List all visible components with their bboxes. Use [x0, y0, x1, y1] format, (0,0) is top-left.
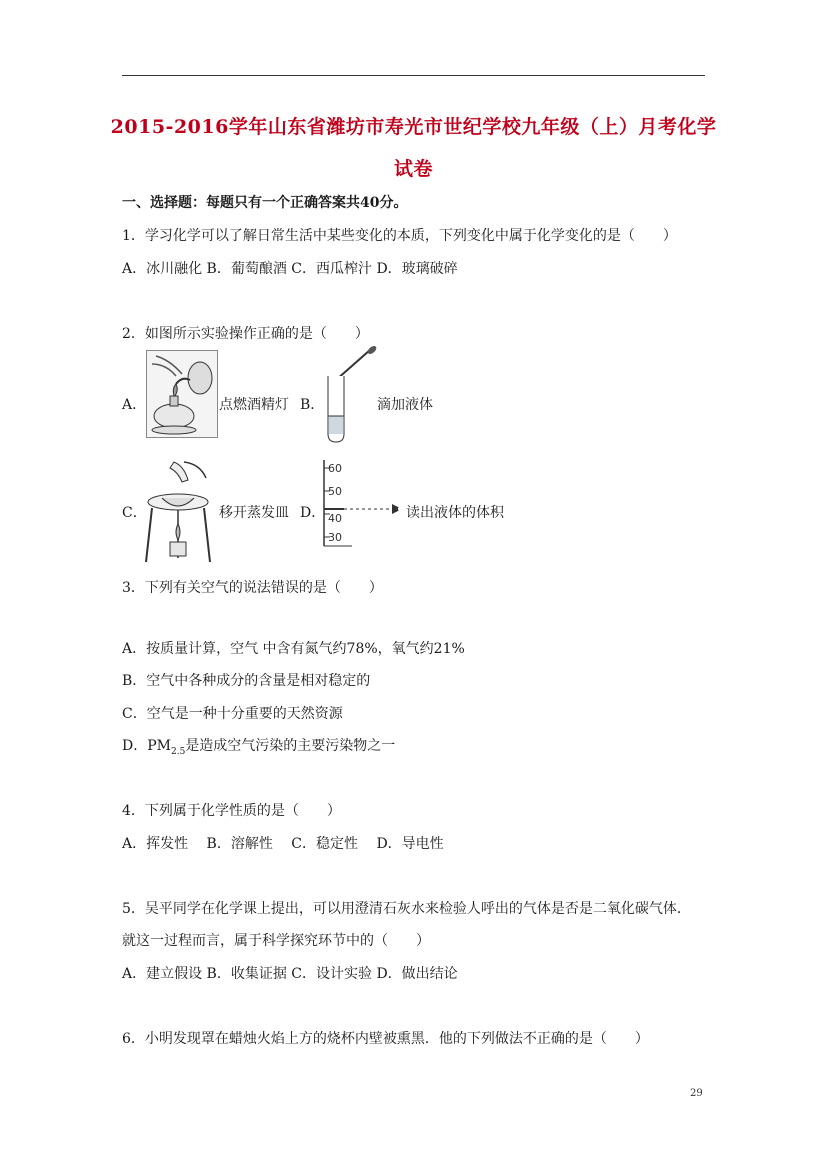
- alcohol-lamp-figure: [146, 350, 218, 438]
- cylinder-tick-60: 60: [328, 462, 342, 475]
- q2-option-d-letter: D．: [300, 505, 326, 521]
- question-4-stem: 4．下列属于化学性质的是（ ）: [122, 803, 341, 819]
- q2-option-c-text: 移开蒸发皿: [219, 505, 289, 521]
- question-3-option-b: B．空气中各种成分的含量是相对稳定的: [122, 673, 371, 689]
- question-6-stem: 6．小明发现罩在蜡烛火焰上方的烧杯内壁被熏黑．他的下列做法不正确的是（ ）: [122, 1031, 649, 1047]
- graduated-cylinder-figure: [322, 460, 406, 548]
- section-heading: 一、选择题：每题只有一个正确答案共40分。: [122, 195, 408, 211]
- q2-option-c-letter: C．: [122, 505, 147, 521]
- question-2-stem: 2．如图所示实验操作正确的是（ ）: [122, 326, 369, 342]
- question-3-stem: 3．下列有关空气的说法错误的是（ ）: [122, 580, 383, 596]
- question-3-option-a: A．按质量计算，空气 中含有氮气约78%，氧气约21%: [122, 641, 465, 657]
- cylinder-tick-40: 40: [328, 512, 342, 525]
- question-1-options: A．冰川融化 B．葡萄酿酒 C．西瓜榨汁 D．玻璃破碎: [122, 261, 458, 277]
- q2-option-b-letter: B．: [300, 397, 325, 413]
- exam-title-line2: 试卷: [393, 158, 433, 180]
- q2-option-d-text: 读出液体的体积: [406, 505, 504, 521]
- header-rule: [122, 75, 705, 76]
- question-5-stem-continued: 就这一过程而言，属于科学探究环节中的（ ）: [122, 933, 430, 949]
- dropper-test-tube-figure: [322, 346, 378, 444]
- question-5-stem: 5．吴平同学在化学课上提出，可以用澄清石灰水来检验人呼出的气体是否是二氧化碳气体．: [122, 901, 691, 917]
- exam-title-line1: 2015-2016学年山东省潍坊市寿光市世纪学校九年级（上）月考化学: [110, 116, 717, 138]
- question-1-stem: 1．学习化学可以了解日常生活中某些变化的本质，下列变化中属于化学变化的是（ ）: [122, 228, 677, 244]
- question-3-option-c: C．空气是一种十分重要的天然资源: [122, 706, 343, 722]
- question-4-options: A．挥发性 B．溶解性 C．稳定性 D．导电性: [122, 836, 444, 852]
- q2-option-a-text: 点燃酒精灯: [219, 397, 289, 413]
- question-5-options: A．建立假设 B．收集证据 C．设计实验 D．做出结论: [122, 966, 458, 982]
- cylinder-tick-30: 30: [328, 531, 342, 544]
- cylinder-tick-50: 50: [328, 485, 342, 498]
- page-number: 29: [690, 1088, 703, 1099]
- q2-option-a-letter: A．: [122, 397, 147, 413]
- q2-option-b-text: 滴加液体: [377, 397, 433, 413]
- question-3-option-d: D．$PM_{2.5}$是造成空气污染的主要污染物之一: [122, 738, 396, 757]
- evaporating-dish-figure: [144, 458, 214, 566]
